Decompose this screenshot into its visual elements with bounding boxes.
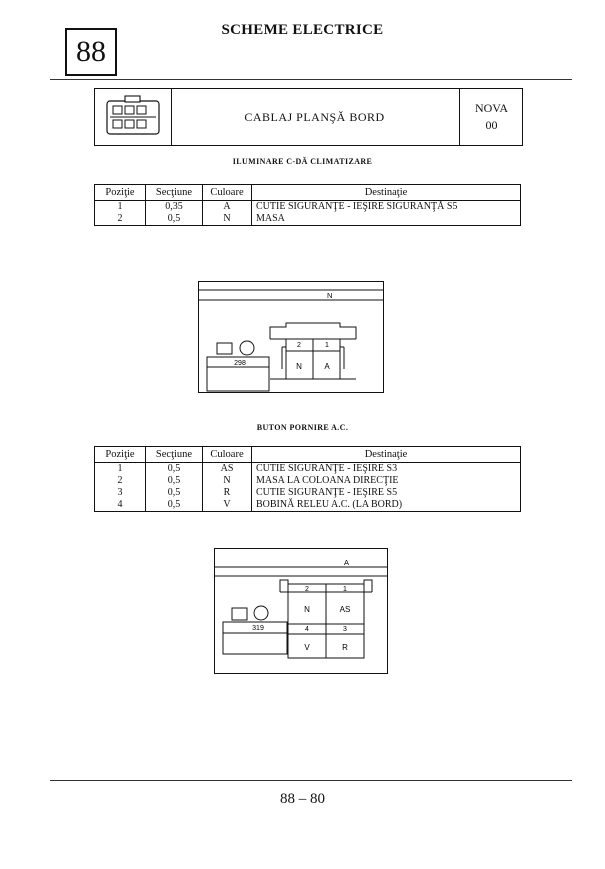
connector-title: CABLAJ PLANŞĂ BORD [244, 110, 385, 124]
component-code: 319 [252, 625, 264, 632]
pin-table-climatizare [94, 184, 521, 226]
connector-icon [95, 89, 171, 145]
pin-number: 1 [325, 342, 329, 349]
cell-culoare: N [203, 475, 252, 487]
table-row [95, 201, 521, 214]
footer-divider [50, 780, 572, 781]
pin-table-buton-ac [94, 446, 521, 512]
pin-number: 4 [305, 626, 309, 633]
cell-destinatie: CUTIE SIGURANŢE - IEŞIRE S3 [252, 463, 521, 476]
pin-number: 1 [343, 586, 347, 593]
section-title-buton-ac: BUTON PORNIRE A.C. [256, 423, 349, 432]
pin-wire-color: V [304, 643, 310, 652]
cell-sectiune: 0,5 [146, 475, 203, 487]
wire-label: A [344, 558, 350, 567]
cell-culoare: V [203, 499, 252, 512]
cell-pozitie: 3 [95, 487, 146, 499]
cell-destinatie: MASA [252, 213, 521, 226]
cell-pozitie: 4 [95, 499, 146, 512]
pin-wire-color: R [342, 643, 348, 652]
cell-sectiune: 0,35 [146, 201, 203, 214]
connector-version-cell [459, 89, 523, 145]
section-title-climatizare: ILUMINARE C-DĂ CLIMATIZARE [232, 157, 373, 166]
connector-icon-cell [95, 89, 172, 145]
wire-label: N [327, 291, 333, 300]
pin-wire-color: A [324, 362, 330, 371]
table-row [95, 475, 521, 487]
cell-pozitie: 2 [95, 213, 146, 226]
cell-culoare: N [203, 213, 252, 226]
page-number: 88 – 80 [280, 791, 325, 807]
cell-destinatie: CUTIE SIGURANŢE - IEŞIRE SIGURANŢĂ S5 [252, 201, 521, 214]
pin-number: 2 [297, 342, 301, 349]
col-header-sectiune: Secţiune [146, 185, 203, 201]
col-header-culoare: Culoare [203, 185, 252, 201]
cell-sectiune: 0,5 [146, 499, 203, 512]
cell-pozitie: 1 [95, 463, 146, 476]
version-label: NOVA [474, 101, 509, 115]
cell-sectiune: 0,5 [146, 487, 203, 499]
pin-wire-color: AS [339, 605, 351, 614]
col-header-pozitie: Poziţie [95, 447, 146, 463]
pin-wire-color: N [304, 605, 310, 614]
connector-diagram-buton-ac [214, 548, 388, 674]
col-header-sectiune: Secţiune [146, 447, 203, 463]
table-row [95, 463, 521, 476]
version-code: 00 [485, 118, 498, 132]
cell-culoare: A [203, 201, 252, 214]
col-header-destinatie: Destinaţie [252, 447, 521, 463]
cell-pozitie: 1 [95, 201, 146, 214]
cell-culoare: R [203, 487, 252, 499]
cell-culoare: AS [203, 463, 252, 476]
header-divider [50, 79, 572, 80]
cell-sectiune: 0,5 [146, 213, 203, 226]
table-row [95, 487, 521, 499]
col-header-pozitie: Poziţie [95, 185, 146, 201]
cell-sectiune: 0,5 [146, 463, 203, 476]
connector-diagram-climatizare [198, 281, 384, 393]
cell-destinatie: BOBINĂ RELEU A.C. (LA BORD) [252, 499, 521, 512]
chapter-number-box: 88 [65, 28, 117, 76]
cell-destinatie: CUTIE SIGURANŢE - IEŞIRE S5 [252, 487, 521, 499]
cell-pozitie: 2 [95, 475, 146, 487]
page-title: SCHEME ELECTRICE [221, 22, 384, 38]
table-row [95, 213, 521, 226]
table-header-row [95, 185, 521, 201]
pin-wire-color: N [296, 362, 302, 371]
table-header-row [95, 447, 521, 463]
col-header-destinatie: Destinaţie [252, 185, 521, 201]
table-row [95, 499, 521, 512]
connector-header [94, 88, 523, 146]
col-header-culoare: Culoare [203, 447, 252, 463]
cell-destinatie: MASA LA COLOANA DIRECŢIE [252, 475, 521, 487]
pin-number: 3 [343, 626, 347, 633]
pin-number: 2 [305, 586, 309, 593]
component-code: 298 [234, 360, 246, 367]
